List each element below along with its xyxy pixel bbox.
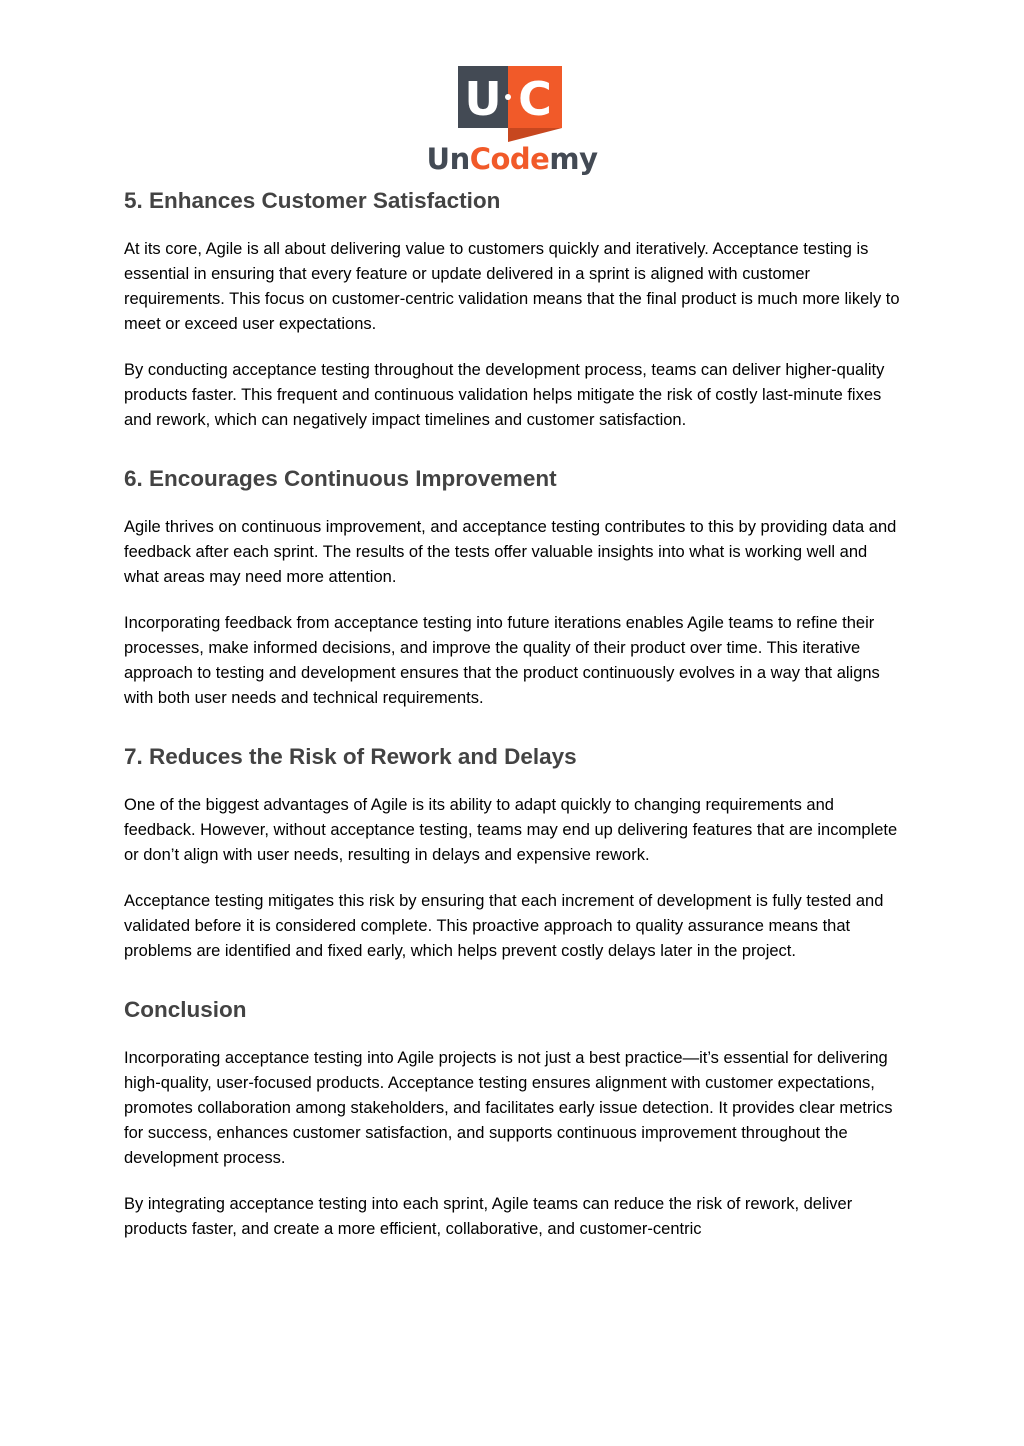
logo-word-un: Un xyxy=(426,142,470,176)
article-content xyxy=(124,185,904,1242)
paragraph: By integrating acceptance testing into each sprint, Agile teams can reduce the risk of rework, deliver products faster, and create a more efficient, collaborative, and customer-centric xyxy=(124,1195,853,1238)
section-heading-rework-delays: 7. Reduces the Risk of Rework and Delays xyxy=(124,744,577,769)
uncodemy-logo-mark xyxy=(458,66,562,142)
paragraph: Incorporating feedback from acceptance testing into future iterations enables Agile teams to refine their processes, make informed decisions, and improve the quality of their product over time. This iterative approach to testing and development ensures that the product continuously evolves in a way that aligns with both user needs and technical requirements. xyxy=(124,614,880,707)
paragraph: One of the biggest advantages of Agile is its ability to adapt quickly to changing requirements and feedback. However, without acceptance testing, teams may end up delivering features that are incomplete or don’t align with user needs, resulting in delays and expensive rework. xyxy=(124,796,898,864)
logo-word-my: my xyxy=(549,142,598,176)
paragraph: Incorporating acceptance testing into Agile projects is not just a best practice—it’s essential for delivering high-quality, user-focused products. Acceptance testing ensures alignment with customer expectations, promotes collaboration among stakeholders, and facilitates early issue detection. It provides clear metrics for success, enhances customer satisfaction, and supports continuous improvement throughout the development process. xyxy=(124,1049,893,1167)
section-heading-conclusion: Conclusion xyxy=(124,997,247,1022)
logo-wordmark xyxy=(426,142,598,176)
section-heading-continuous-improvement: 6. Encourages Continuous Improvement xyxy=(124,466,557,491)
section-heading-customer-satisfaction: 5. Enhances Customer Satisfaction xyxy=(124,188,501,213)
paragraph: Agile thrives on continuous improvement, and acceptance testing contributes to this by providing data and feedback after each sprint. The results of the tests offer valuable insights into what is working well and what areas may need more attention. xyxy=(124,518,897,586)
paragraph: By conducting acceptance testing throughout the development process, teams can deliver higher-quality products faster. This frequent and continuous validation helps mitigate the risk of costly last-minute fixes and rework, which can negatively impact timelines and customer satisfaction. xyxy=(124,361,885,429)
logo-mark-letter-c: C xyxy=(518,72,552,126)
paragraph: At its core, Agile is all about delivering value to customers quickly and iteratively. Acceptance testing is essential in ensuring that every feature or update delivered in a sprint is aligned with customer requirements. This focus on customer-centric validation means that the final product is much more likely to meet or exceed user expectations. xyxy=(124,240,900,333)
logo-mark-letter-u: U xyxy=(464,72,502,126)
uncodemy-logo xyxy=(426,64,598,176)
logo-word-code: Code xyxy=(469,142,550,176)
paragraph: Acceptance testing mitigates this risk by ensuring that each increment of development is fully tested and validated before it is considered complete. This proactive approach to quality assurance means that problems are identified and fixed early, which helps prevent costly delays later in the project. xyxy=(124,892,884,960)
